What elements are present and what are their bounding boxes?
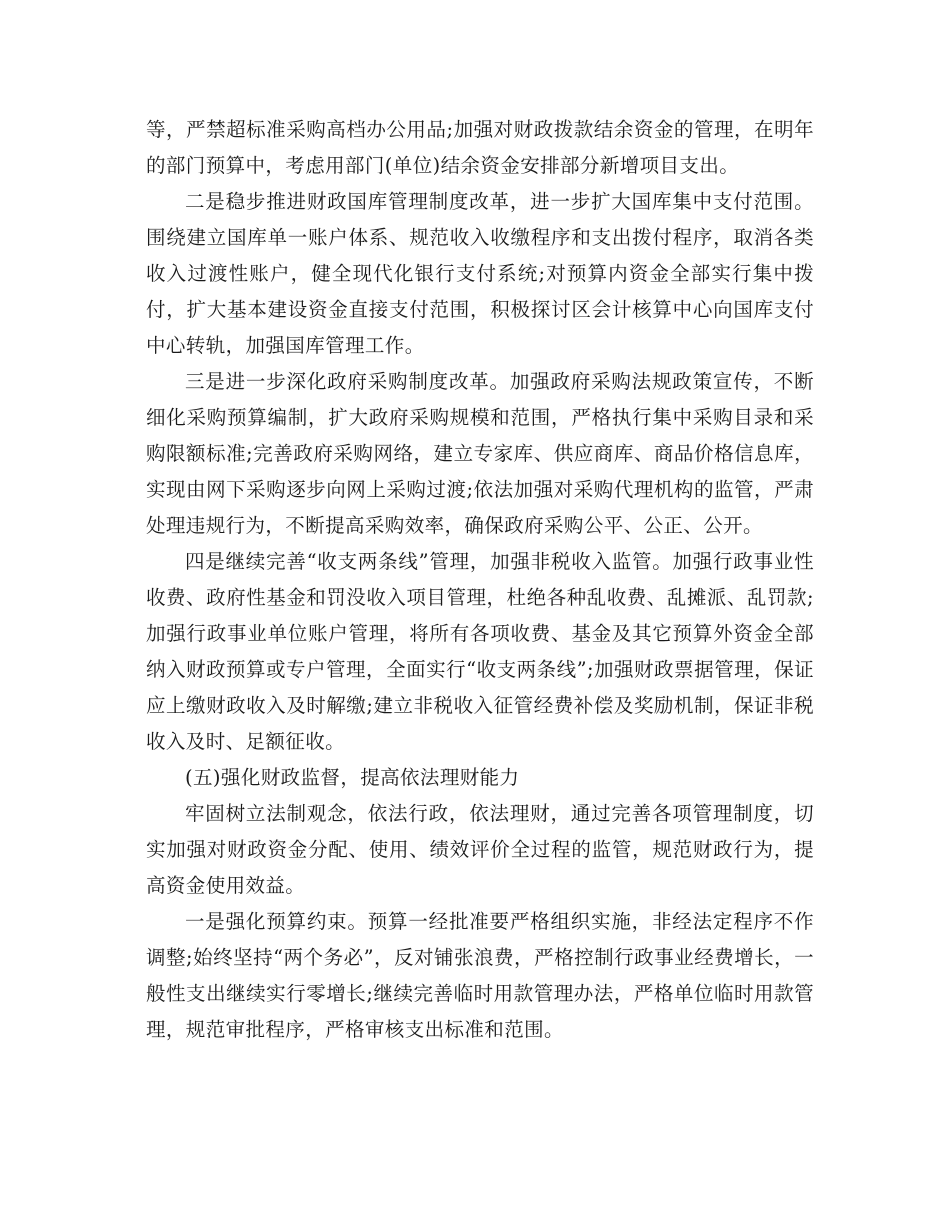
paragraph-two-lines-management: 四是继续完善“收支两条线”管理，加强非税收入监管。加强行政事业性收费、政府性基金和罚没收入项目管理，杜绝各种乱收费、乱摊派、乱罚款;加强行政事业单位账户管理，将所有各项收费、基金及其它预算外资金全部纳入财政预算或专户管理，全面实行“收支两条线”;加强财政票据管理，保证应上缴财政收入及时解缴;建立非税收入征管经费补偿及奖励机制，保证非税收入及时、足额征收。 (146, 550, 814, 753)
paragraph-budget-constraint: 一是强化预算约束。预算一经批准要严格组织实施，非经法定程序不作调整;始终坚持“两个务必”，反对铺张浪费，严格控制行政事业经费增长，一般性支出继续实行零增长;继续完善临时用款管理办法，严格单位临时用款管理，规范审批程序，严格审核支出标准和范围。 (146, 910, 814, 1041)
paragraph-continuation: 等，严禁超标准采购高档办公用品;加强对财政拨款结余资金的管理，在明年的部门预算中，考虑用部门(单位)结余资金安排部分新增项目支出。 (146, 118, 814, 177)
section-heading-fiscal-supervision: (五)强化财政监督，提高依法理财能力 (185, 766, 520, 789)
paragraph-treasury-reform: 二是稳步推进财政国库管理制度改革，进一步扩大国库集中支付范围。围绕建立国库单一账户体系、规范收入收缴程序和支出拨付程序，取消各类收入过渡性账户，健全现代化银行支付系统;对预算内资金全部实行集中拨付，扩大基本建设资金直接支付范围，积极探讨区会计核算中心向国库支付中心转轨，加强国库管理工作。 (146, 190, 814, 357)
paragraph-procurement-reform: 三是进一步深化政府采购制度改革。加强政府采购法规政策宣传，不断细化采购预算编制，扩大政府采购规模和范围，严格执行集中采购目录和采购限额标准;完善政府采购网络，建立专家库、供应商库、商品价格信息库，实现由网下采购逐步向网上采购过渡;依法加强对采购代理机构的监管，严肃处理违规行为，不断提高采购效率，确保政府采购公平、公正、公开。 (146, 370, 814, 537)
document-page (146, 112, 814, 1048)
paragraph-rule-of-law: 牢固树立法制观念，依法行政，依法理财，通过完善各项管理制度，切实加强对财政资金分配、使用、绩效评价全过程的监管，规范财政行为，提高资金使用效益。 (146, 802, 814, 897)
